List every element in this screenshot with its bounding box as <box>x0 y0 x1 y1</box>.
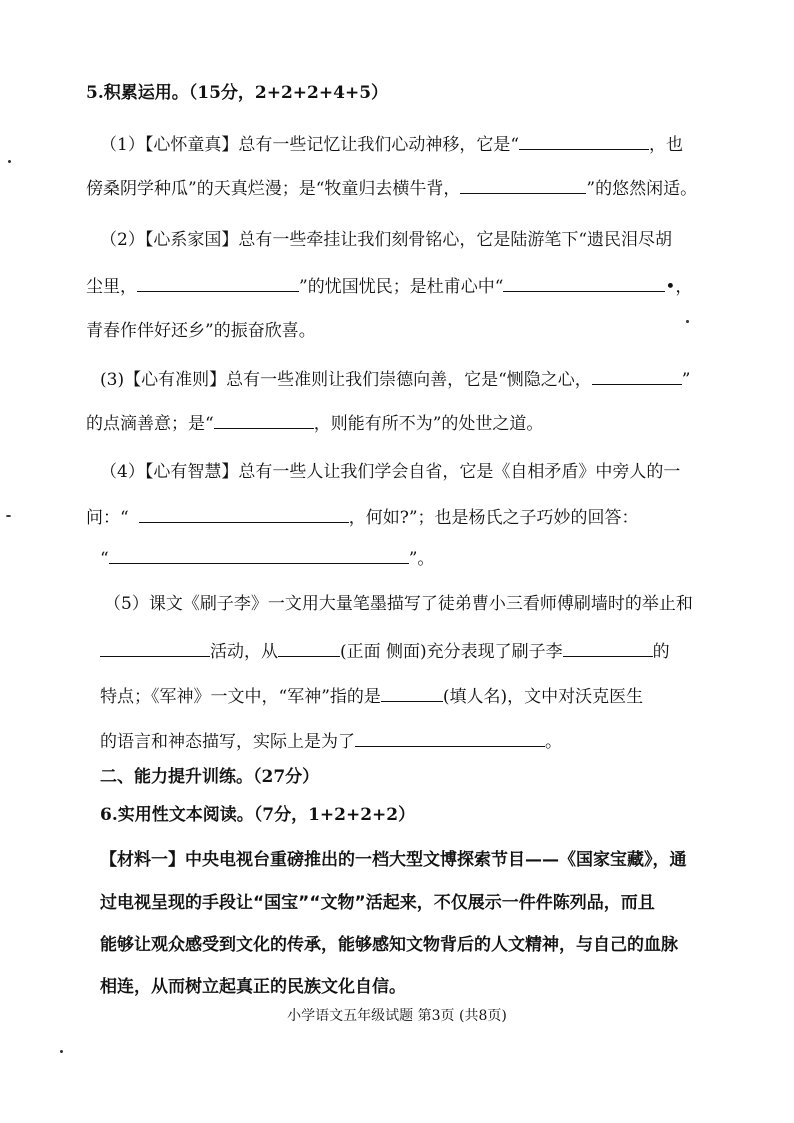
material-line-4: 相连，从而树立起真正的民族文化自信。 <box>100 977 406 997</box>
q5-p5-text-h: 。 <box>545 732 562 752</box>
q5-p3-text-b: ” <box>681 370 691 390</box>
q5-p2-text-c: ”的忧国忧民；是杜甫心中“ <box>299 277 504 297</box>
q5-p3-text-a: (3)【心有准则】总有一些准则让我们崇德向善，它是“恻隐之心， <box>100 370 592 390</box>
answer-blank[interactable] <box>355 728 545 747</box>
q5-p2-line3: 青春作伴好还乡”的振奋欣喜。 <box>86 321 316 341</box>
q5-p1-text-d: ”的悠然闲适。 <box>586 179 698 199</box>
q5-p5-line2 <box>100 638 794 665</box>
q5-p5-text-e: 特点；《军神》一文中，“军神”指的是 <box>100 687 381 707</box>
scan-speck <box>6 515 11 517</box>
answer-blank[interactable] <box>109 545 409 564</box>
q5-p3-line1 <box>100 366 794 393</box>
answer-blank[interactable] <box>278 638 340 657</box>
scan-speck <box>686 320 689 323</box>
material-line-2: 过电视呈现的手段让“国宝”“文物”活起来，不仅展示一件件陈列品，而且 <box>100 893 655 913</box>
q5-p4-line2 <box>86 504 794 531</box>
q5-p4-text-e: ”。 <box>408 549 435 569</box>
q5-p2-text-b: 尘里， <box>86 277 137 297</box>
answer-blank[interactable] <box>100 638 210 657</box>
material-line-3: 能够让观众感受到文化的传承，能够感知文物背后的人文精神，与自己的血脉 <box>100 935 678 955</box>
answer-blank[interactable] <box>519 131 649 150</box>
answer-blank[interactable] <box>137 273 299 292</box>
answer-blank[interactable] <box>214 410 314 429</box>
q5-p5-text-c: (正面 侧面)充分表现了刷子李 <box>340 642 563 662</box>
answer-blank[interactable] <box>381 683 443 702</box>
q5-p4-text-c: ，何如?”；也是杨氏之子巧妙的回答： <box>348 508 639 528</box>
q5-p5-text-d: 的 <box>652 642 670 662</box>
answer-blank[interactable] <box>460 175 586 194</box>
material-line-1: 【材料一】中央电视台重磅推出的一档大型文博探索节目——《国家宝藏》，通 <box>100 850 687 870</box>
q5-p4-text-b: 问：“ <box>86 508 129 528</box>
q5-p1-text-b: ，也 <box>649 135 684 155</box>
q5-p3-text-c: 的点滴善意；是“ <box>86 414 214 434</box>
q5-p2-line2 <box>86 273 794 300</box>
q5-p3-text-d: ，则能有所不为”的处世之道。 <box>313 414 544 434</box>
q5-p2-text-d: •， <box>665 277 693 297</box>
section2-title: 二、能力提升训练。（27分） <box>100 767 320 787</box>
q5-p5-text-b: 活动，从 <box>210 642 278 662</box>
q5-p2-line1: （2）【心系家国】总有一些牵挂让我们刻骨铭心，它是陆游笔下“遗民泪尽胡 <box>100 230 673 250</box>
q5-p1-text-c: 傍桑阴学种瓜”的天真烂漫；是“牧童归去横牛背， <box>86 179 461 199</box>
q5-p4-text-d: “ <box>100 549 109 569</box>
q6-title: 6.实用性文本阅读。（7分，1+2+2+2） <box>100 805 416 825</box>
q5-p1-line2 <box>86 175 794 202</box>
answer-blank[interactable] <box>592 366 682 385</box>
answer-blank[interactable] <box>503 273 665 292</box>
q5-p5-line1: （5）课文《刷子李》一文用大量笔墨描写了徒弟曹小三看师傅刷墙时的举止和 <box>104 594 693 614</box>
q5-title: 5.积累运用。（15分，2+2+2+4+5） <box>86 83 389 103</box>
scan-speck <box>8 160 11 163</box>
q5-p4-line1: （4）【心有智慧】总有一些人让我们学会自省，它是《自相矛盾》中旁人的一 <box>100 462 681 482</box>
q5-p5-text-g: 的语言和神态描写，实际上是为了 <box>100 732 355 752</box>
q5-p1-line1 <box>100 131 794 158</box>
q5-p5-text-f: (填人名)，文中对沃克医生 <box>442 687 644 707</box>
page-footer: 小学语文五年级试题 第3页 (共8页) <box>287 1008 507 1024</box>
answer-blank[interactable] <box>139 504 349 523</box>
q5-p4-line3 <box>100 545 794 572</box>
answer-blank[interactable] <box>563 638 653 657</box>
q5-p5-line4 <box>100 728 794 755</box>
q5-p3-line2 <box>86 410 794 437</box>
scan-speck <box>60 1050 63 1053</box>
q5-p1-text-a: （1）【心怀童真】总有一些记忆让我们心动神移，它是“ <box>100 135 520 155</box>
q5-p5-line3 <box>100 683 794 710</box>
